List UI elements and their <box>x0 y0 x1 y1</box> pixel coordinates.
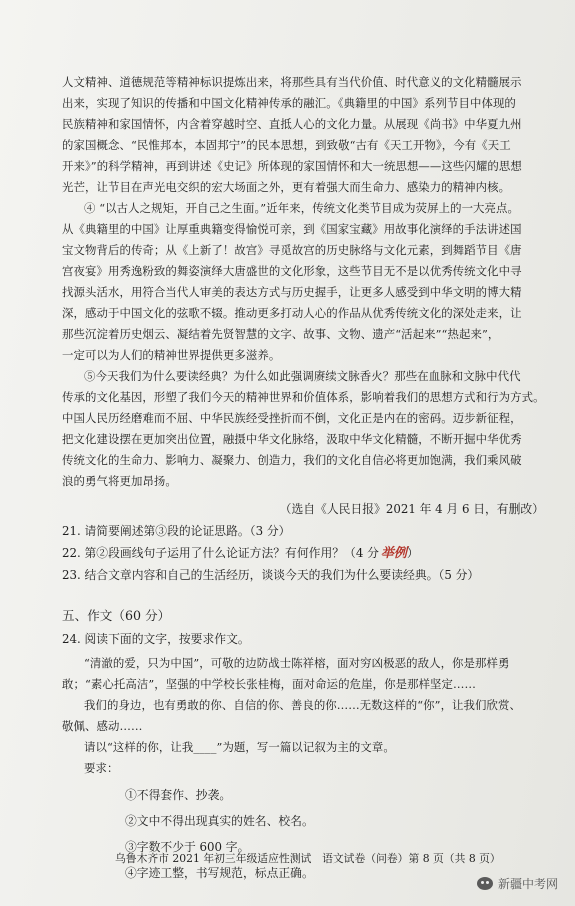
composition-prompt-intro: 24. 阅读下面的文字，按要求作文。 <box>62 632 250 646</box>
question-list <box>62 521 562 585</box>
composition-passage-2 <box>62 695 562 737</box>
requirements-list <box>62 785 562 883</box>
wechat-icon <box>477 877 493 890</box>
text-line: “清澈的爱，只为中国”，可敬的边防战士陈祥榕，面对穷凶极恶的敌人，你是那样勇 <box>84 656 510 670</box>
requirement-item: ③字数不少于 600 字。 <box>125 840 250 854</box>
text-line: 民族精神和家国情怀，内含着穿越时空、直抵人心的文化力量。从展现《尚书》中华夏九州 <box>62 117 522 131</box>
page-content <box>62 72 562 883</box>
text-line: 人文精神、道德规范等精神标识提炼出来，将那些具有当代价值、时代意义的文化精髓展示 <box>62 75 522 89</box>
text-line: 出来，实现了知识的传播和中国文化精神传承的融汇。《典籍里的中国》系列节目中体现的 <box>62 96 516 110</box>
composition-passage-1 <box>62 653 562 695</box>
text-line: 我们的身边，也有勇敢的你、自信的你、善良的你……无数这样的“你”，让我们欣赏、 <box>84 698 522 712</box>
source-citation: （选自《人民日报》2021 年 4 月 6 日，有删改） <box>279 502 544 516</box>
text-line: 敢；“素心托高洁”，坚强的中学校长张桂梅，面对命运的危崖，你是那样坚定…… <box>62 677 477 691</box>
requirement-item: ④字迹工整，书写规范，标点正确。 <box>125 866 314 880</box>
question-23: 23. 结合文章内容和自己的生活经历，谈谈今天的我们为什么要读经典。（5 分） <box>62 568 480 582</box>
text-line: 从《典籍里的中国》让厚重典籍变得愉悦可亲，到《国家宝藏》用故事化演绎的手法讲述国 <box>62 222 522 236</box>
watermark-text: 新疆中考网 <box>497 877 558 891</box>
requirement-item: ②文中不得出现真实的姓名、校名。 <box>125 814 314 828</box>
text-line: 传统文化的生命力、影响力、凝聚力、创造力，我们的文化自信必将更加饱满，我们乘风破 <box>62 453 522 467</box>
text-line: 开来》”的科学精神，再到讲述《史记》所体现的家国情怀和大一统思想——这些闪耀的思想 <box>62 159 522 173</box>
question-22 <box>62 543 562 563</box>
text-line: 一定可以为人们的精神世界提供更多滋养。 <box>62 348 281 362</box>
text-line: 宫夜宴》用秀逸粉致的舞姿演绎大唐盛世的文化形象，这些节目无不是以优秀传统文化中寻 <box>62 264 522 278</box>
requirement-item: ①不得套作、抄袭。 <box>125 788 232 802</box>
text-line: 那些沉淀着历史烟云、凝结着先贤智慧的文字、故事、文物、遗产“活起来”“热起来”， <box>62 327 500 341</box>
reading-passage-continuation <box>62 72 562 198</box>
text-line: ⑤今天我们为什么要读经典？为什么如此强调赓续文脉香火？那些在血脉和文脉中代代 <box>84 369 521 383</box>
text-line: 光芒，让节目在声光电交织的宏大场面之外，更有着强大而生命力、感染力的精神内核。 <box>62 180 511 194</box>
text-line: 深，感动于中国文化的弦歌不辍。推动更多打动人心的作品从优秀传统文化的深处走来，让 <box>62 306 522 320</box>
question-22-text: 22. 第②段画线句子运用了什么论证方法？有何作用？（4 分 <box>62 546 379 560</box>
section-title-composition: 五、作文（60 分） <box>62 608 171 623</box>
text-line: 敬佩、感动…… <box>62 719 143 733</box>
text-line: 宝文物背后的传奇；从《上新了！故宫》寻觅故宫的历史脉络与文化元素，到舞蹈节目《唐 <box>62 243 522 257</box>
page-footer: 乌鲁木齐市 2021 年初三年级适应性测试 语文试卷（问卷）第 8 页（共 8 页） <box>115 852 501 865</box>
requirements-title: 要求： <box>84 761 119 775</box>
question-21: 21. 请简要阐述第③段的论证思路。（3 分） <box>62 524 291 538</box>
watermark <box>477 875 558 892</box>
handwritten-mark: 举例 <box>380 546 407 561</box>
text-line: 的家国概念、“民惟邦本，本固邦宁”的民本思想，到致敬“古有《天工开物》，今有《天工 <box>62 138 511 152</box>
paragraph-5 <box>62 366 562 492</box>
text-line: 浪的勇气将更加昂扬。 <box>62 474 177 488</box>
paragraph-4 <box>62 198 562 366</box>
text-line: 传承的文化基因，形塑了我们今天的精神世界和价值体系，影响着我们的思想方式和行为方式。 <box>62 390 545 404</box>
text-line: ④ “以古人之规矩，开自己之生面。”近年来，传统文化类节目成为荧屏上的一大亮点。 <box>84 201 520 215</box>
question-22-tail: ） <box>406 546 419 560</box>
text-line: 把文化建设摆在更加突出位置，融摄中华文化脉络，汲取中华文化精髓，不断开掘中华优秀 <box>62 432 522 446</box>
text-line: 中国人民历经磨难而不屈、中华民族经受挫折而不倒，文化正是内在的密码。迈步新征程， <box>62 411 522 425</box>
composition-task: 请以“这样的你，让我____”为题，写一篇以记叙为主的文章。 <box>84 740 395 754</box>
text-line: 找源头活水，用符合当代人审美的表达方式与历史握手，让更多人感受到中华文明的博大精 <box>62 285 522 299</box>
